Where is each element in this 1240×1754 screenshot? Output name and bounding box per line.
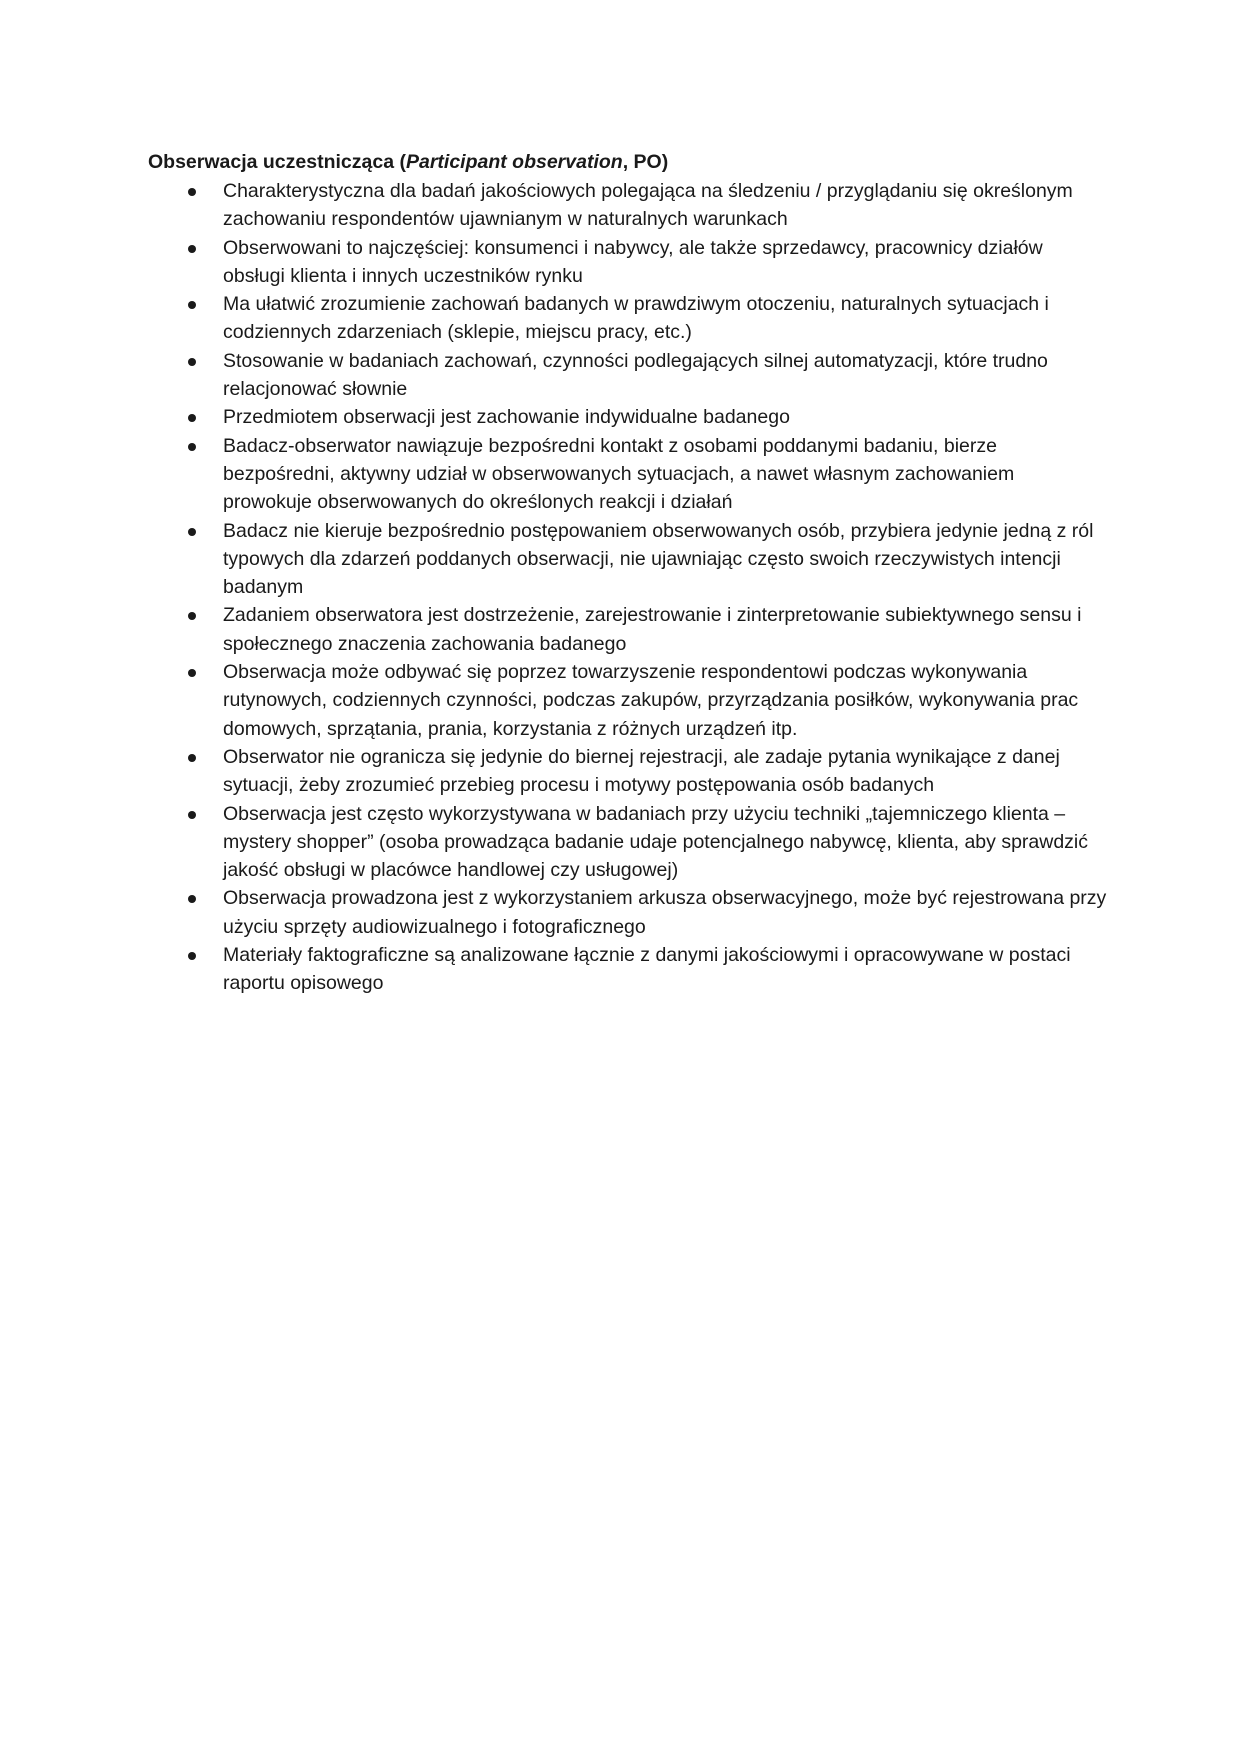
list-item-text: Obserwowani to najczęściej: konsumenci i nabywcy, ale także sprzedawcy, pracownicy działów obsługi klienta i innych uczestników rynku — [223, 236, 1043, 287]
list-item — [148, 290, 1108, 347]
list-item-text: Zadaniem obserwatora jest dostrzeżenie, zarejestrowanie i zinterpretowanie subiektywnego sensu i społecznego znaczenia zachowania badanego — [223, 604, 1082, 655]
list-item-text: Stosowanie w badaniach zachowań, czynności podlegających silnej automatyzacji, które trudno relacjonować słownie — [223, 349, 1048, 401]
list-item — [148, 403, 1108, 431]
heading-text-end: , PO) — [622, 151, 669, 173]
list-item — [148, 432, 1108, 517]
bullet-icon — [188, 669, 196, 677]
document-content — [148, 148, 1108, 998]
bullet-icon — [188, 754, 196, 762]
list-item-text: Badacz-obserwator nawiązuje bezpośredni kontakt z osobami poddanymi badaniu, bierze bezpośredni, aktywny udział w obserwowanych sytuacjach, a nawet własnym zachowaniem prowokuje obserwowanych do określonych reakcji i działań — [223, 434, 1015, 514]
list-item-text: Przedmiotem obserwacji jest zachowanie indywidualne badanego — [223, 406, 790, 429]
section-heading — [148, 148, 1108, 176]
list-item-text: Obserwacja prowadzona jest z wykorzystaniem arkusza obserwacyjnego, może być rejestrowana przy użyciu sprzęty audiowizualnego i fotograficznego — [223, 887, 1107, 938]
bullet-icon — [188, 358, 196, 366]
list-item-text: Ma ułatwić zrozumienie zachowań badanych w prawdziwym otoczeniu, naturalnych sytuacjach i codziennych zdarzeniach (sklepie, miejscu pracy, etc.) — [223, 293, 1049, 344]
list-item-text: Materiały faktograficzne są analizowane łącznie z danymi jakościowymi i opracowywane w postaci raportu opisowego — [223, 944, 1071, 995]
list-item-text: Obserwacja może odbywać się poprzez towarzyszenie respondentowi podczas wykonywania rutynowych, codziennych czynności, podczas zakupów, przyrządzania posiłków, wykonywania prac domowych, sprzątania, prania, korzystania z różnych urządzeń itp. — [223, 661, 1079, 740]
list-item — [148, 177, 1108, 234]
list-item — [148, 658, 1108, 743]
bullet-icon — [188, 811, 196, 819]
list-item-text: Obserwacja jest często wykorzystywana w badaniach przy użyciu techniki „tajemniczego klienta – mystery shopper” (osoba prowadząca badanie udaje potencjalnego nabywcę, klienta, aby sprawdzić jakość obsługi w placówce handlowej czy usługowej) — [223, 802, 1089, 882]
bullet-icon — [188, 895, 196, 903]
bullet-icon — [188, 245, 196, 253]
bullet-icon — [188, 612, 196, 620]
list-item — [148, 800, 1108, 885]
bullet-icon — [188, 301, 196, 309]
bullet-icon — [188, 952, 196, 960]
bullet-icon — [188, 443, 196, 451]
bullet-icon — [188, 528, 196, 536]
list-item-text: Obserwator nie ogranicza się jedynie do biernej rejestracji, ale zadaje pytania wynikające z danej sytuacji, żeby zrozumieć przebieg procesu i motywy postępowania osób badanych — [223, 745, 1060, 797]
bullet-icon — [188, 414, 196, 422]
bullet-list — [148, 177, 1108, 998]
list-item — [148, 517, 1108, 602]
list-item — [148, 347, 1108, 404]
bullet-icon — [188, 188, 196, 196]
list-item-text: Badacz nie kieruje bezpośrednio postępowaniem obserwowanych osób, przybiera jedynie jedną z ról typowych dla zdarzeń poddanych obserwacji, nie ujawniając często swoich rzeczywistych intencji badanym — [223, 519, 1094, 599]
list-item — [148, 743, 1108, 800]
list-item — [148, 941, 1108, 998]
heading-text-start: Obserwacja uczestnicząca ( — [148, 151, 406, 173]
list-item — [148, 601, 1108, 658]
list-item-text: Charakterystyczna dla badań jakościowych polegająca na śledzeniu / przyglądaniu się określonym zachowaniu respondentów ujawnianym w naturalnych warunkach — [223, 180, 1073, 231]
list-item — [148, 234, 1108, 291]
heading-text-italic: Participant observation — [405, 151, 623, 173]
list-item — [148, 884, 1108, 941]
